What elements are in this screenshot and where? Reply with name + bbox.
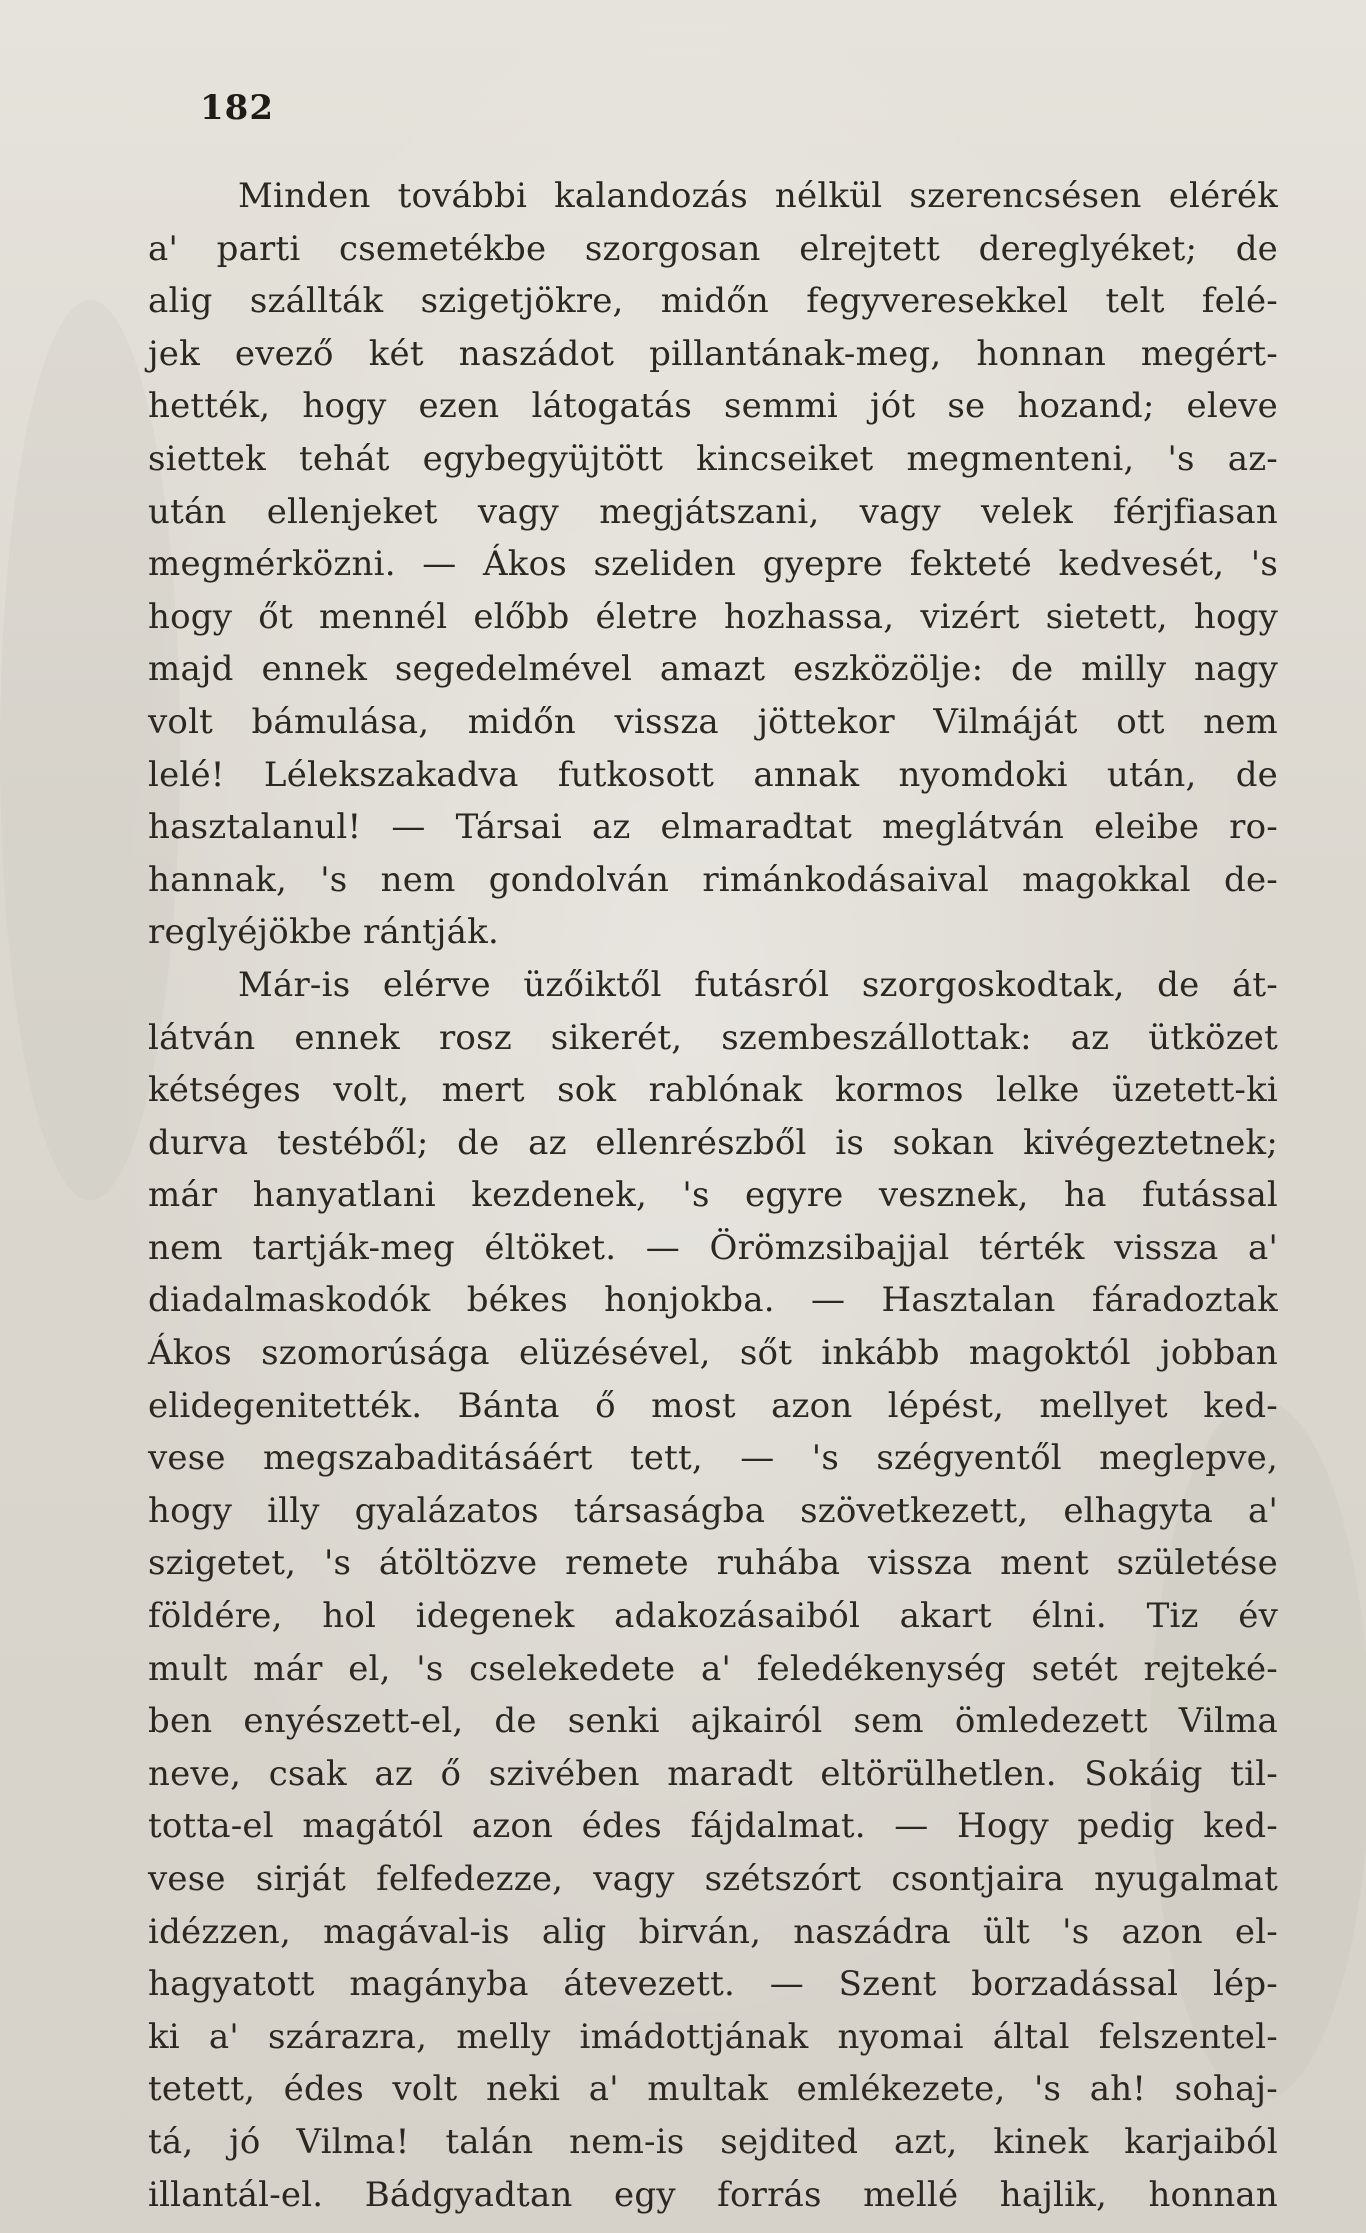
text-line: lelé! Lélekszakadva futkosott annak nyomdoki után, de: [148, 754, 1278, 795]
text-line: hasztalanul! — Társai az elmaradtat meglátván eleibe ro-: [148, 807, 1278, 848]
text-line: majd ennek segedelmével amazt eszközölje: de milly nagy: [148, 649, 1278, 690]
text-line: hogy illy gyalázatos társaságba szövetkezett, elhagyta a': [148, 1490, 1278, 1531]
text-line: nem tartják-meg éltöket. — Örömzsibajjal térték vissza a': [148, 1227, 1278, 1268]
page-number: 182: [200, 88, 274, 128]
text-line: neve, csak az ő szivében maradt eltörülhetlen. Sokáig til-: [148, 1753, 1278, 1794]
text-line: földére, hol idegenek adakozásaiból akart élni. Tiz év: [148, 1596, 1278, 1637]
text-line: reglyéjökbe rántják.: [148, 912, 499, 953]
text-line: hannak, 's nem gondolván rimánkodásaival magokkal de-: [148, 859, 1278, 900]
text-line: után ellenjeket vagy megjátszani, vagy velek férjfiasan: [148, 491, 1278, 532]
text-line: már hanyatlani kezdenek, 's egyre vesznek, ha futással: [148, 1175, 1278, 1216]
text-line: ki a' szárazra, melly imádottjának nyomai által felszentel-: [148, 2016, 1278, 2057]
text-line: alig szállták szigetjökre, midőn fegyveresekkel telt felé-: [148, 281, 1278, 322]
text-line: ben enyészett-el, de senki ajkairól sem ömledezett Vilma: [148, 1701, 1278, 1742]
text-line: kétséges volt, mert sok rablónak kormos lelke üzetett-ki: [148, 1070, 1278, 1111]
text-line: Ákos szomorúsága elüzésével, sőt inkább magoktól jobban: [148, 1333, 1278, 1374]
text-line: megmérközni. — Ákos szeliden gyepre fekteté kedvesét, 's: [148, 544, 1278, 585]
text-line: hagyatott magányba átevezett. — Szent borzadással lép-: [148, 1964, 1278, 2005]
text-line: mult már el, 's cselekedete a' feledékenység setét rejteké-: [148, 1648, 1278, 1689]
text-line: totta-el magától azon édes fájdalmat. — Hogy pedig ked-: [148, 1806, 1278, 1847]
text-line: volt bámulása, midőn vissza jöttekor Vilmáját ott nem: [148, 701, 1278, 742]
text-line: siettek tehát egybegyüjtött kincseiket megmenteni, 's az-: [148, 438, 1278, 479]
text-line: a' parti csemetékbe szorgosan elrejtett dereglyéket; de: [148, 228, 1278, 269]
text-line: Már-is elérve üzőiktől futásról szorgoskodtak, de át-: [238, 964, 1278, 1005]
text-line: idézzen, magával-is alig birván, naszádra ült 's azon el-: [148, 1911, 1278, 1952]
text-line: tetett, édes volt neki a' multak emlékezete, 's ah! sohaj-: [148, 2069, 1278, 2110]
text-line: vese megszabaditásáért tett, — 's szégyentől meglepve,: [148, 1438, 1278, 1479]
text-line: hették, hogy ezen látogatás semmi jót se hozand; eleve: [148, 386, 1278, 427]
text-line: szigetet, 's átöltözve remete ruhába vissza ment születése: [148, 1543, 1278, 1584]
text-line: durva testéből; de az ellenrészből is sokan kivégeztetnek;: [148, 1122, 1278, 1163]
text-line: jek evező két naszádot pillantának-meg, honnan megért-: [148, 333, 1278, 374]
text-line: hogy őt mennél előbb életre hozhassa, vizért sietett, hogy: [148, 596, 1278, 637]
text-line: Minden további kalandozás nélkül szerencsésen elérék: [238, 176, 1278, 216]
text-line: látván ennek rosz sikerét, szembeszállottak: az ütközet: [148, 1017, 1278, 1058]
text-line: tá, jó Vilma! talán nem-is sejdited azt, kinek karjaiból: [148, 2121, 1278, 2162]
text-line: vese sirját felfedezze, vagy szétszórt csontjaira nyugalmat: [148, 1859, 1278, 1899]
text-line: illantál-el. Bádgyadtan egy forrás mellé hajlik, honnan: [148, 2174, 1278, 2215]
body-text: [148, 170, 1278, 2221]
text-line: diadalmaskodók békes honjokba. — Hasztalan fáradoztak: [148, 1280, 1278, 1321]
text-line: elidegenitették. Bánta ő most azon lépést, mellyet ked-: [148, 1385, 1278, 1426]
